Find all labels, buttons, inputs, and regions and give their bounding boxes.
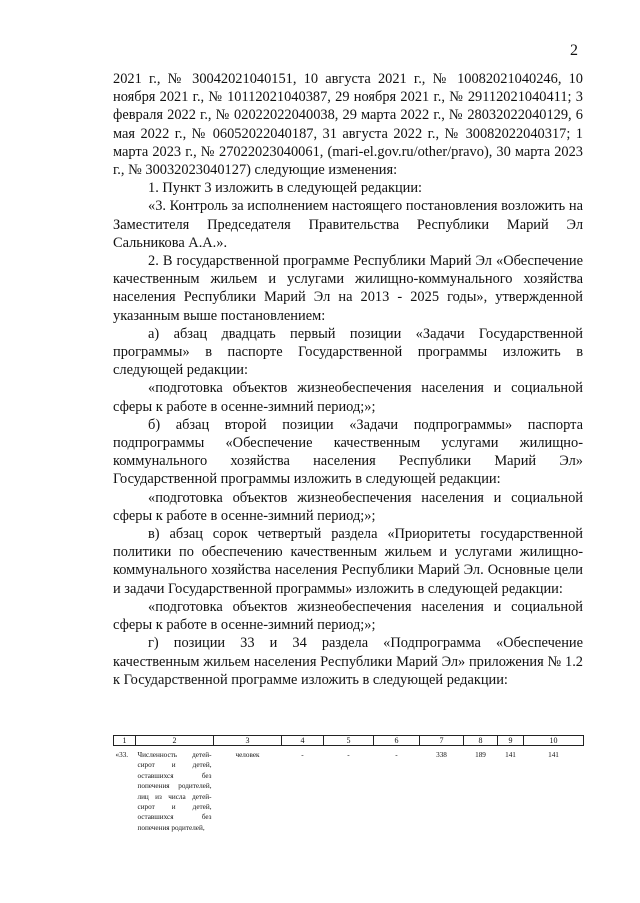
table-cell: 189 xyxy=(475,751,486,759)
table-cell: 141 xyxy=(505,751,516,759)
table-header-cell: 5 xyxy=(324,736,374,746)
paragraph-continuation: 2021 г., № 30042021040151, 10 августа 2021 г., № 10082021040246, 10 ноября 2021 г., № 10112021040387, 29 ноября 2021 г., № 29112021040411; 3 февраля 2022 г., № 02022022040038, 29 марта 2022 г., № 28032022040129, 6 мая 2022 г., № 06052022040187, 31 августа 2022 г., № 30082022040317; 1 марта 2023 г., № 27022023040061, (mari-el.gov.ru/other/pravo), 30 марта 2023 г., № 30032023040127) следующие изменения: xyxy=(113,71,583,179)
table-cell-indicator: Численность детей-сирот и детей, оставшихся без попечения родителей, лиц из числа детей-сирот и детей, оставшихся без попечения родителей, xyxy=(137,751,212,832)
page-number: 2 xyxy=(570,42,578,59)
table-cell: 338 xyxy=(436,751,447,759)
table-cell: - xyxy=(395,751,398,759)
paragraph-quote-b: «подготовка объектов жизнеобеспечения населения и социальной сферы к работе в осенне-зимний период;»; xyxy=(113,489,583,524)
paragraph-quote-a: «подготовка объектов жизнеобеспечения населения и социальной сферы к работе в осенне-зимний период;»; xyxy=(113,380,583,415)
body-text xyxy=(113,70,583,689)
table-header-cell: 1 xyxy=(114,736,136,746)
table-header-cell: 8 xyxy=(464,736,498,746)
paragraph-quote-3: «3. Контроль за исполнением настоящего постановления возложить на Заместителя Председателя Правительства Республики Марий Эл Сальникова А.А.». xyxy=(113,198,583,251)
paragraph-subitem-a: а) абзац двадцать первый позиции «Задачи Государственной программы» в паспорте Государственной программы изложить в следующей редакции: xyxy=(113,325,583,379)
table-header-cell: 9 xyxy=(498,736,524,746)
table-header-cell: 4 xyxy=(282,736,324,746)
table-header-cell: 7 xyxy=(420,736,464,746)
table-cell: - xyxy=(301,751,304,759)
paragraph-subitem-v: в) абзац сорок четвертый раздела «Приоритеты государственной политики по обеспечению качественным жильем и услугами жилищно-коммунального хозяйства населения Республики Марий Эл. Основные цели и задачи Государственной программы» изложить в следующей редакции: xyxy=(113,526,583,597)
table-cell-unit: человек xyxy=(235,751,260,759)
table-cell: 141 xyxy=(548,751,559,759)
table-cell-number: «33. xyxy=(115,751,129,759)
paragraph-item-2: 2. В государственной программе Республики Марий Эл «Обеспечение качественным жильем и услугами жилищно-коммунального хозяйства населения Республики Марий Эл на 2013 - 2025 годы», утвержденной указанным выше постановлением: xyxy=(113,253,583,324)
table-header-cell: 3 xyxy=(214,736,282,746)
table-row xyxy=(114,746,584,834)
table-cell: - xyxy=(347,751,350,759)
table-header-cell: 10 xyxy=(524,736,584,746)
paragraph-item-1: 1. Пункт 3 изложить в следующей редакции: xyxy=(148,180,423,197)
table-header-cell: 6 xyxy=(374,736,420,746)
table-header-cell: 2 xyxy=(136,736,214,746)
paragraph-quote-v: «подготовка объектов жизнеобеспечения населения и социальной сферы к работе в осенне-зимний период;»; xyxy=(113,598,583,634)
paragraph-subitem-b: б) абзац второй позиции «Задачи подпрограммы» паспорта подпрограммы «Обеспечение качественным услугами жилищно-коммунального хозяйства населения Республики Марий Эл» Государственной программы изложить в следующей редакции: xyxy=(113,416,583,488)
table-header-row xyxy=(114,736,584,746)
indicators-table xyxy=(113,735,584,833)
paragraph-subitem-g: г) позиции 33 и 34 раздела «Подпрограмма «Обеспечение качественным жильем населения Республики Марий Эл» приложения № 1.2 к Государственной программе изложить в следующей редакции: xyxy=(113,635,583,688)
